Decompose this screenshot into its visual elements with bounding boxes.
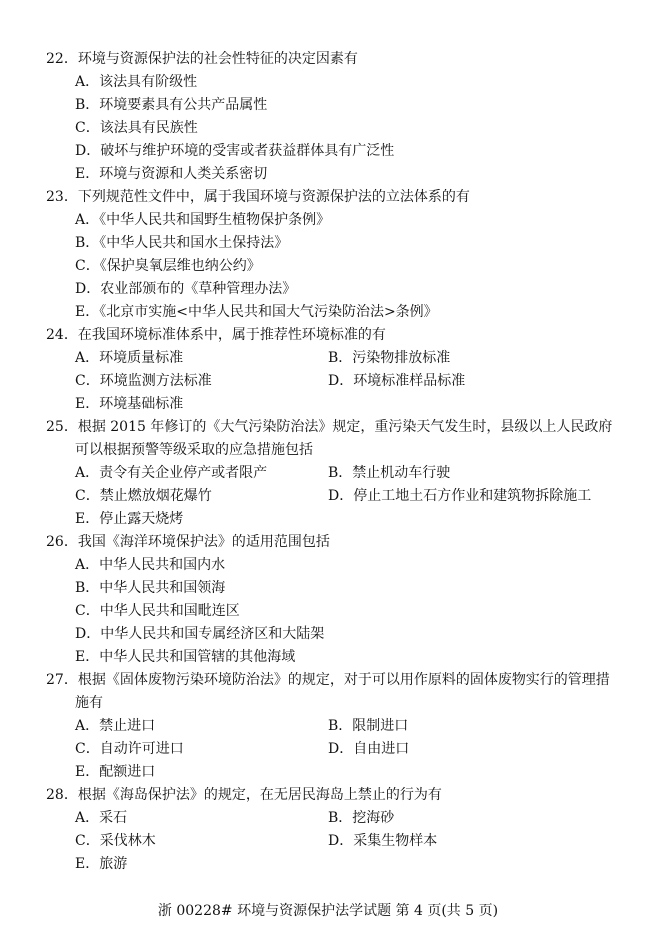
option-c: C．中华人民共和国毗连区 [75, 603, 240, 619]
option-d: D．采集生物样本 [328, 833, 438, 849]
question-27 [46, 669, 616, 784]
option-a: A．《中华人民共和国野生植物保护条例》 [75, 212, 331, 228]
option-c: C．采伐林木 [75, 833, 156, 849]
option-b: B．禁止机动车行驶 [328, 465, 451, 481]
page-footer: 浙 00228# 环境与资源保护法学试题 第 4 页(共 5 页) [157, 903, 499, 919]
option-b: B．环境要素具有公共产品属性 [75, 97, 268, 113]
option-c: C．自动许可进口 [75, 741, 184, 757]
option-d: D．中华人民共和国专属经济区和大陆架 [75, 626, 325, 642]
option-b: B．挖海砂 [328, 810, 395, 826]
option-e: E．中华人民共和国管辖的其他海域 [75, 649, 296, 665]
question-stem: 22．环境与资源保护法的社会性特征的决定因素有 [46, 51, 358, 67]
option-e: E．环境与资源和人类关系密切 [75, 166, 268, 182]
option-e: E．《北京市实施<中华人民共和国大气污染防治法>条例》 [75, 304, 438, 320]
question-stem: 23．下列规范性文件中，属于我国环境与资源保护法的立法体系的有 [46, 189, 470, 205]
option-e: E．停止露天烧烤 [75, 511, 184, 527]
question-23 [46, 186, 616, 324]
option-d: D．破坏与维护环境的受害或者获益群体具有广泛性 [75, 143, 395, 159]
question-stem: 25．根据 2015 年修订的《大气污染防治法》规定，重污染天气发生时，县级以上人民政府可以根据预警等级采取的应急措施包括 [46, 419, 613, 458]
question-stem: 27．根据《固体废物污染环境防治法》的规定，对于可以用作原料的固体废物实行的管理措施有 [46, 672, 610, 711]
option-c: C．《保护臭氧层维也纳公约》 [75, 258, 261, 274]
option-a: A．责令有关企业停产或者限产 [75, 465, 268, 481]
option-c: C．该法具有民族性 [75, 120, 198, 136]
option-a: A．该法具有阶级性 [75, 74, 198, 90]
option-e: E．环境基础标准 [75, 396, 184, 412]
option-c: C．环境监测方法标准 [75, 373, 212, 389]
question-stem: 24．在我国环境标准体系中，属于推荐性环境标准的有 [46, 327, 386, 343]
option-e: E．配额进口 [75, 764, 156, 780]
option-b: B．中华人民共和国领海 [75, 580, 226, 596]
option-d: D．自由进口 [328, 741, 410, 757]
option-b: B．限制进口 [328, 718, 409, 734]
option-d: D．农业部颁布的《草种管理办法》 [75, 281, 297, 297]
option-c: C．禁止燃放烟花爆竹 [75, 488, 212, 504]
option-a: A．中华人民共和国内水 [75, 557, 226, 573]
question-25 [46, 416, 616, 531]
option-a: A．禁止进口 [75, 718, 156, 734]
question-stem: 28．根据《海岛保护法》的规定，在无居民海岛上禁止的行为有 [46, 787, 442, 803]
question-24 [46, 324, 616, 416]
question-22 [46, 48, 616, 186]
question-28 [46, 784, 616, 876]
option-e: E．旅游 [75, 856, 128, 872]
option-b: B．《中华人民共和国水土保持法》 [75, 235, 289, 251]
option-b: B．污染物排放标准 [328, 350, 451, 366]
option-d: D．环境标准样品标准 [328, 373, 466, 389]
option-a: A．环境质量标准 [75, 350, 184, 366]
option-a: A．采石 [75, 810, 128, 826]
question-stem: 26．我国《海洋环境保护法》的适用范围包括 [46, 534, 330, 550]
question-26 [46, 531, 616, 669]
option-d: D．停止工地土石方作业和建筑物拆除施工 [328, 488, 592, 504]
